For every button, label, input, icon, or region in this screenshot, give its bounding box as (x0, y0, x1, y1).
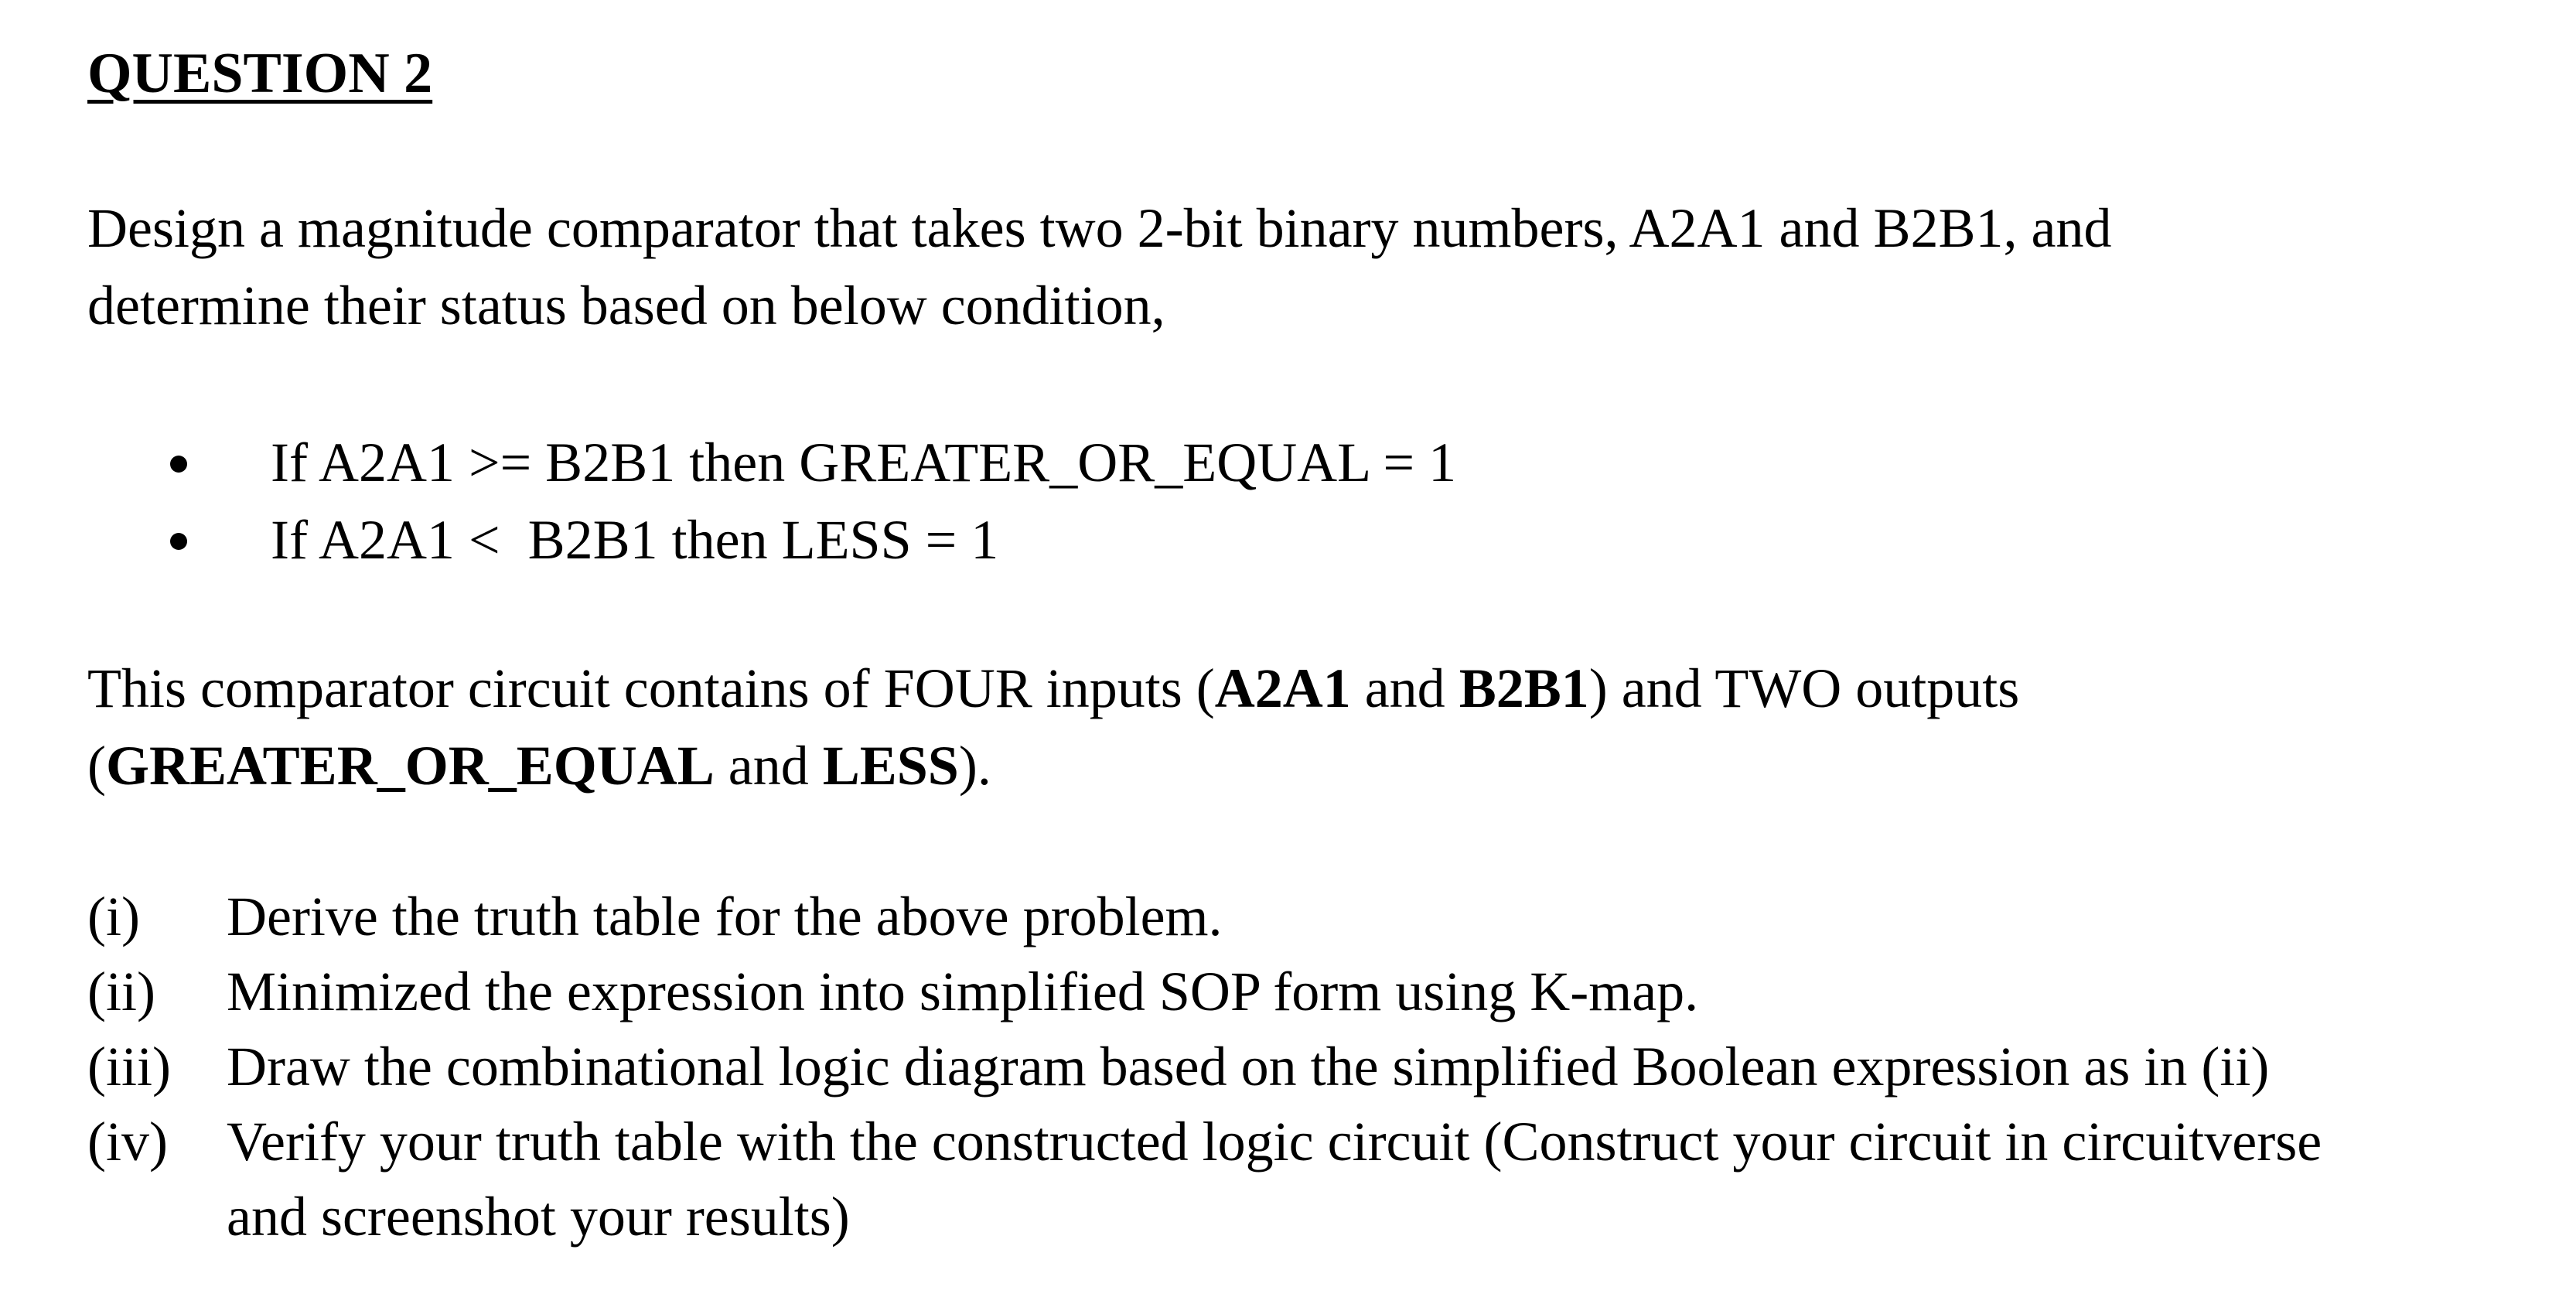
task-number: (iii) (87, 1036, 171, 1097)
task-text (227, 1104, 2547, 1255)
condition-text: If A2A1 < B2B1 then LESS = 1 (271, 509, 999, 571)
intro-paragraph (87, 189, 2111, 344)
task-text-line-2: and screenshot your results) (227, 1186, 850, 1248)
intro-line-1: Design a magnitude comparator that takes two 2-bit binary numbers, A2A1 and B2B1, and (87, 197, 2112, 259)
intro-line-2: determine their status based on below condition, (87, 275, 1165, 336)
task-item (87, 954, 2547, 1029)
summary-text: ). (958, 735, 991, 797)
task-text-line-1: Verify your truth table with the constructed logic circuit (Construct your circuit in circuitverse (227, 1111, 2322, 1173)
task-text: Derive the truth table for the above problem. (227, 886, 1223, 947)
summary-text: ) and TWO outputs (1588, 657, 2020, 719)
task-item (87, 1029, 2547, 1104)
input-b-label: B2B1 (1459, 657, 1589, 719)
condition-text: If A2A1 >= B2B1 then GREATER_OR_EQUAL = 1 (271, 432, 1457, 493)
task-number: (iv) (87, 1111, 168, 1173)
task-item (87, 1104, 2547, 1255)
summary-text: ( (87, 735, 106, 797)
summary-line-1 (87, 650, 2019, 727)
summary-text: and (1350, 657, 1459, 719)
input-a-label: A2A1 (1214, 657, 1351, 719)
bullet-icon (170, 533, 187, 550)
question-heading: QUESTION 2 (87, 42, 433, 105)
summary-text: and (714, 735, 823, 797)
task-number: (ii) (87, 961, 155, 1022)
output-less-label: LESS (822, 735, 959, 797)
task-text: Minimized the expression into simplified SOP form using K-map. (227, 961, 1699, 1022)
summary-text: This comparator circuit contains of FOUR inputs ( (87, 657, 1215, 719)
bullet-icon (170, 456, 187, 473)
task-list (87, 879, 2547, 1255)
summary-line-2 (87, 727, 2019, 804)
output-ge-label: GREATER_OR_EQUAL (105, 735, 715, 797)
task-item (87, 879, 2547, 954)
task-number: (i) (87, 886, 140, 947)
task-text: Draw the combinational logic diagram based on the simplified Boolean expression as in (ii) (227, 1036, 2270, 1097)
summary-paragraph (87, 650, 2019, 804)
